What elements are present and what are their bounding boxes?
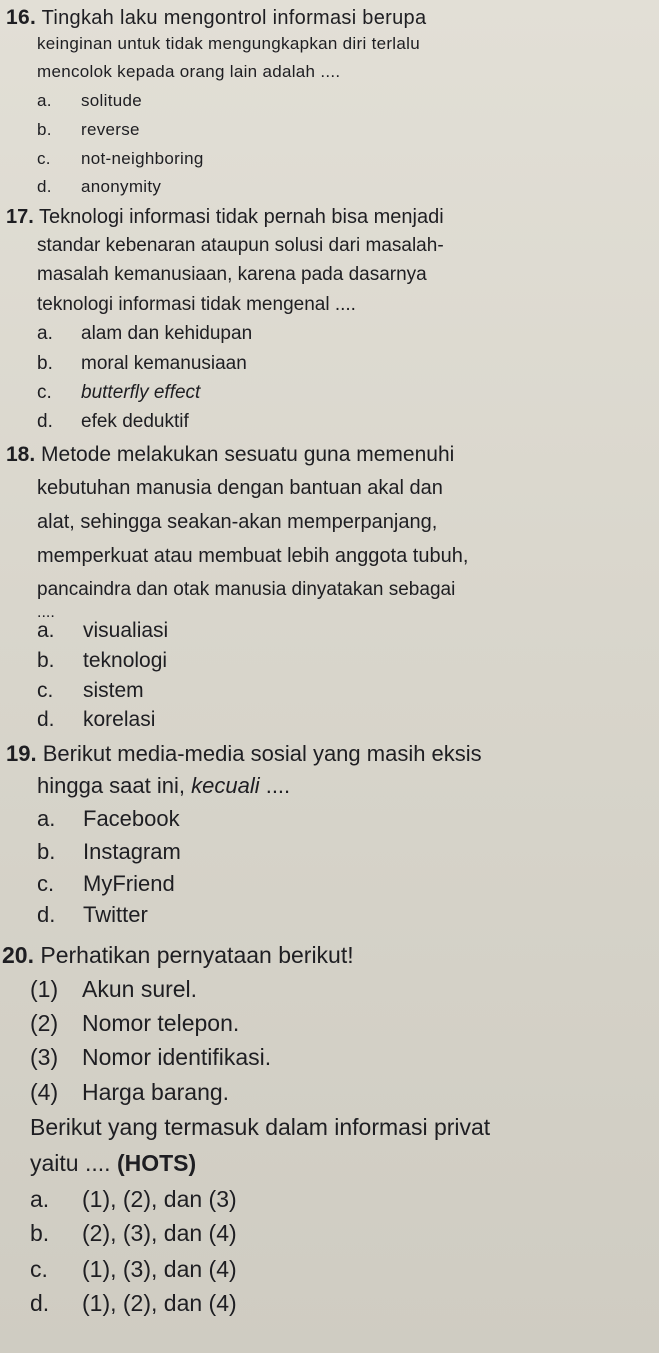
question-17-line-1 xyxy=(6,206,444,229)
question-17-line-2: standar kebenaran ataupun solusi dari masalah- xyxy=(37,235,444,256)
question-text: Teknologi informasi tidak pernah bisa menjadi xyxy=(39,206,444,228)
statement-1: (1) Akun surel. xyxy=(30,976,198,1002)
option-16a: a. solitude xyxy=(37,91,142,110)
question-18-line-4: memperkuat atau membuat lebih anggota tubuh, xyxy=(37,545,469,567)
option-20c: c. (1), (3), dan (4) xyxy=(30,1256,237,1282)
option-19a: a. Facebook xyxy=(37,806,180,831)
question-text: Metode melakukan sesuatu guna memenuhi xyxy=(41,443,455,466)
question-16-line-3: mencolok kepada orang lain adalah .... xyxy=(37,62,341,81)
option-17c: c. butterfly effect xyxy=(37,382,201,403)
question-19-line-2: hingga saat ini, kecuali .... xyxy=(37,773,291,798)
option-20b: b. (2), (3), dan (4) xyxy=(30,1220,237,1246)
question-18-line-6: .... xyxy=(37,604,55,621)
question-20-line-1 xyxy=(2,942,354,969)
statement-3: (3) Nomor identifikasi. xyxy=(30,1044,272,1070)
question-number: 19. xyxy=(6,741,37,766)
question-20-followup-2: yaitu .... (HOTS) xyxy=(30,1150,197,1176)
question-17-line-3: masalah kemanusiaan, karena pada dasarnya xyxy=(37,264,427,285)
question-number: 18. xyxy=(6,443,36,466)
statement-2: (2) Nomor telepon. xyxy=(30,1010,240,1036)
option-16d: d. anonymity xyxy=(37,177,162,196)
option-19c: c. MyFriend xyxy=(37,871,175,896)
option-19b: b. Instagram xyxy=(37,839,181,864)
option-16b: b. reverse xyxy=(37,120,140,139)
question-text: Tingkah laku mengontrol informasi berupa xyxy=(41,7,427,29)
question-16-line-1 xyxy=(6,6,426,30)
question-19-line-1 xyxy=(6,741,482,767)
statement-4: (4) Harga barang. xyxy=(30,1079,230,1105)
question-18-line-3: alat, sehingga seakan-akan memperpanjang, xyxy=(37,511,438,533)
option-17d: d. efek deduktif xyxy=(37,411,189,432)
question-18-line-1 xyxy=(6,443,454,467)
question-18-line-5: pancaindra dan otak manusia dinyatakan sebagai xyxy=(37,579,456,600)
option-18b: b. teknologi xyxy=(37,649,168,672)
question-text: Perhatikan pernyataan berikut! xyxy=(40,942,354,968)
question-number: 16. xyxy=(6,6,37,29)
option-17a: a. alam dan kehidupan xyxy=(37,323,253,344)
option-19d: d. Twitter xyxy=(37,902,148,927)
question-text: Berikut media-media sosial yang masih eksis xyxy=(42,741,482,766)
question-17-line-4: teknologi informasi tidak mengenal .... xyxy=(37,294,356,315)
option-17b: b. moral kemanusiaan xyxy=(37,353,247,374)
question-number: 17. xyxy=(6,206,34,228)
question-number: 20. xyxy=(2,942,34,968)
option-18a: a. visualiasi xyxy=(37,619,169,642)
option-16c: c. not-neighboring xyxy=(37,149,204,168)
question-20-followup-1: Berikut yang termasuk dalam informasi privat xyxy=(30,1114,491,1140)
question-16-line-2: keinginan untuk tidak mengungkapkan diri terlalu xyxy=(37,34,420,53)
option-18d: d. korelasi xyxy=(37,708,156,731)
option-18c: c. sistem xyxy=(37,679,144,702)
question-18-line-2: kebutuhan manusia dengan bantuan akal dan xyxy=(37,477,443,499)
option-20d: d. (1), (2), dan (4) xyxy=(30,1290,237,1316)
option-20a: a. (1), (2), dan (3) xyxy=(30,1186,237,1212)
